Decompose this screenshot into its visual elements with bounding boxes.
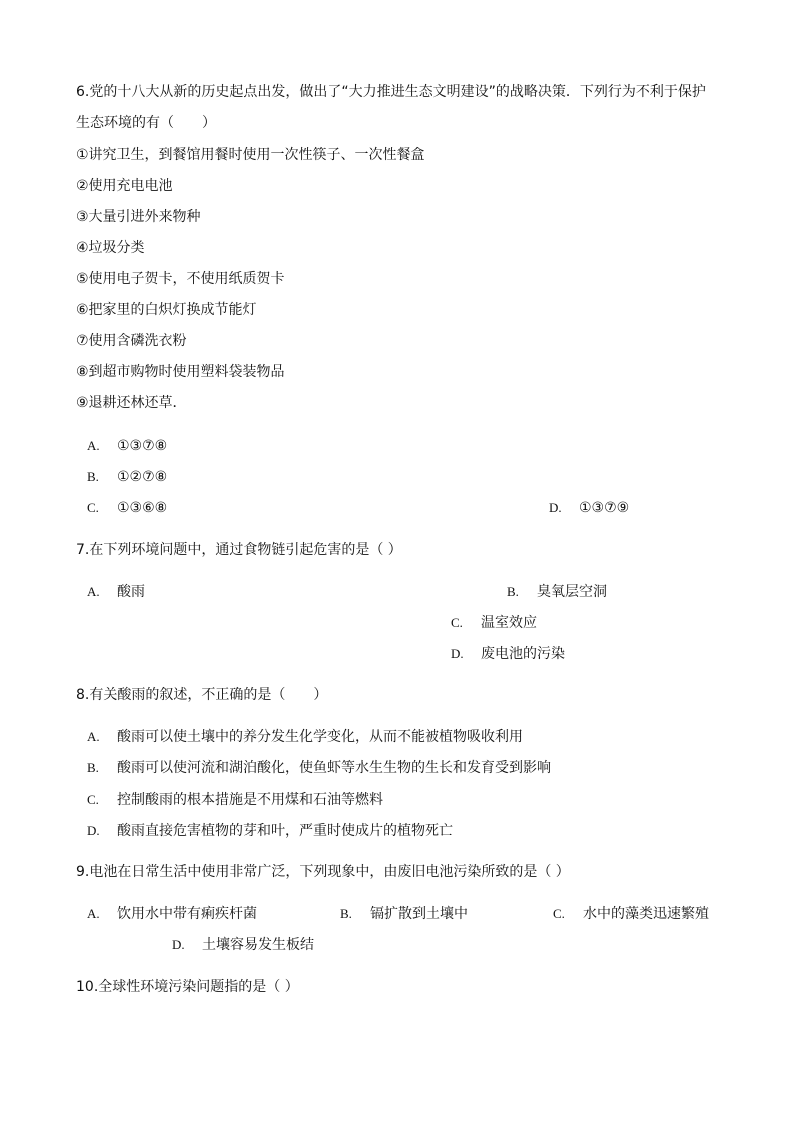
q6-item: ②使用充电电池 (76, 178, 173, 194)
q6-item: ⑦使用含磷洗衣粉 (76, 333, 187, 349)
q9-option-b[interactable] (340, 904, 468, 924)
q9-option-a[interactable] (87, 904, 257, 924)
q6-item: ③大量引进外来物种 (76, 209, 201, 225)
q8-stem: 8.有关酸雨的叙述，不正确的是（ ） (76, 687, 328, 703)
option-text: ①③⑥⑧ (117, 500, 168, 516)
option-text: 水中的藻类迅速繁殖 (583, 906, 709, 922)
q6-stem-line2: 生态环境的有（ ） (76, 115, 216, 131)
q7-option-c[interactable] (451, 613, 537, 633)
q6-item: ④垃圾分类 (76, 240, 145, 256)
option-letter: C. (451, 615, 463, 630)
option-letter: B. (87, 469, 99, 484)
option-text: ①③⑦⑨ (579, 500, 630, 516)
q6-item: ①讲究卫生，到餐馆用餐时使用一次性筷子、一次性餐盒 (76, 147, 425, 163)
option-text: 饮用水中带有痢疾杆菌 (117, 906, 257, 922)
option-letter: A. (87, 729, 100, 744)
option-letter: D. (87, 823, 100, 838)
option-text: 酸雨直接危害植物的芽和叶，严重时使成片的植物死亡 (117, 823, 453, 839)
q6-item: ⑧到超市购物时使用塑料袋装物品 (76, 364, 285, 380)
q6-option-b[interactable] (87, 467, 167, 487)
q6-stem-line1: 6.党的十八大从新的历史起点出发，做出了“大力推进生态文明建设”的战略决策．下列行为不利于保护 (76, 84, 706, 100)
q9-stem: 9.电池在日常生活中使用非常广泛，下列现象中，由废旧电池污染所致的是（ ） (76, 864, 570, 880)
option-text: 酸雨可以使河流和湖泊酸化，使鱼虾等水生生物的生长和发育受到影响 (117, 760, 551, 776)
option-text: 控制酸雨的根本措施是不用煤和石油等燃料 (117, 792, 383, 808)
q6-option-c[interactable] (87, 498, 167, 518)
q7-option-b[interactable] (507, 582, 607, 602)
option-text: 臭氧层空洞 (537, 584, 607, 600)
option-letter: D. (172, 937, 185, 952)
q8-option-c[interactable] (87, 790, 383, 810)
option-text: 酸雨可以使土壤中的养分发生化学变化，从而不能被植物吸收利用 (117, 729, 523, 745)
q8-option-d[interactable] (87, 821, 453, 841)
q8-option-a[interactable] (87, 727, 523, 747)
option-letter: B. (87, 760, 99, 775)
option-text: 土壤容易发生板结 (202, 937, 314, 953)
q10-stem: 10.全球性环境污染问题指的是（ ） (76, 979, 299, 995)
q9-option-c[interactable] (553, 904, 709, 924)
option-letter: C. (553, 906, 565, 921)
q6-option-a[interactable] (87, 436, 167, 456)
option-letter: A. (87, 438, 100, 453)
q6-item: ⑨退耕还林还草． (76, 395, 187, 411)
option-text: 温室效应 (481, 615, 537, 631)
q7-option-d[interactable] (451, 644, 565, 664)
q6-item: ⑤使用电子贺卡，不使用纸质贺卡 (76, 271, 285, 287)
q8-option-b[interactable] (87, 758, 551, 778)
option-letter: C. (87, 500, 99, 515)
option-text: 酸雨 (117, 584, 145, 600)
option-letter: A. (87, 906, 100, 921)
option-letter: D. (549, 500, 562, 515)
option-text: 镉扩散到土壤中 (370, 906, 468, 922)
q7-stem: 7.在下列环境问题中，通过食物链引起危害的是（ ） (76, 542, 402, 558)
option-letter: D. (451, 646, 464, 661)
q9-option-d[interactable] (172, 935, 314, 955)
q6-item: ⑥把家里的白炽灯换成节能灯 (76, 302, 257, 318)
option-text: 废电池的污染 (481, 646, 565, 662)
q6-option-d[interactable] (549, 498, 629, 518)
option-letter: C. (87, 792, 99, 807)
option-text: ①②⑦⑧ (117, 469, 168, 485)
option-letter: B. (340, 906, 352, 921)
q7-option-a[interactable] (87, 582, 145, 602)
option-text: ①③⑦⑧ (117, 438, 168, 454)
option-letter: A. (87, 584, 100, 599)
option-letter: B. (507, 584, 519, 599)
